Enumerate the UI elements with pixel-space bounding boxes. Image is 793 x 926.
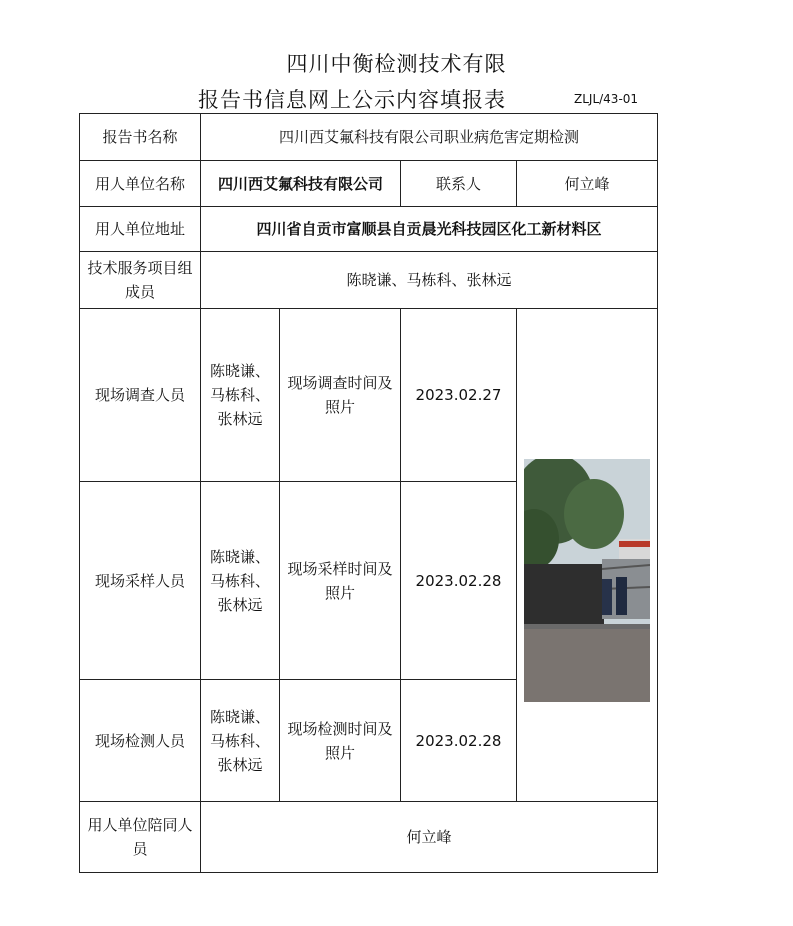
- report-name-row: [80, 114, 658, 161]
- escort-value: 何立峰: [201, 802, 658, 873]
- site-photo-cell: [517, 309, 658, 802]
- survey-time-label: 现场调查时间及照片: [280, 309, 401, 482]
- form-title: 报告书信息网上公示内容填报表: [198, 88, 506, 112]
- survey-row: [80, 309, 658, 482]
- testing-label: 现场检测人员: [80, 680, 201, 802]
- sampling-staff: 陈晓谦、马栋科、张林远: [201, 482, 280, 680]
- sampling-label: 现场采样人员: [80, 482, 201, 680]
- contact-label: 联系人: [401, 161, 517, 207]
- survey-staff: 陈晓谦、马栋科、张林远: [201, 309, 280, 482]
- site-photo: [524, 459, 650, 702]
- team-row: [80, 252, 658, 309]
- address-value: 四川省自贡市富顺县自贡晨光科技园区化工新材料区: [201, 207, 658, 252]
- testing-time-label: 现场检测时间及照片: [280, 680, 401, 802]
- company-title: 四川中衡检测技术有限: [286, 52, 507, 76]
- address-label: 用人单位地址: [80, 207, 201, 252]
- team-value: 陈晓谦、马栋科、张林远: [201, 252, 658, 309]
- testing-date: 2023.02.28: [401, 680, 517, 802]
- sampling-date: 2023.02.28: [401, 482, 517, 680]
- address-row: [80, 207, 658, 252]
- report-name-value: 四川西艾氟科技有限公司职业病危害定期检测: [201, 114, 658, 161]
- testing-staff: 陈晓谦、马栋科、张林远: [201, 680, 280, 802]
- escort-label: 用人单位陪同人员: [80, 802, 201, 873]
- survey-date: 2023.02.27: [401, 309, 517, 482]
- employer-label: 用人单位名称: [80, 161, 201, 207]
- form-code: ZLJL/43-01: [574, 92, 639, 106]
- employer-row: [80, 161, 658, 207]
- sampling-time-label: 现场采样时间及照片: [280, 482, 401, 680]
- team-label: 技术服务项目组成员: [80, 252, 201, 309]
- disclosure-form-table: [79, 113, 658, 873]
- employer-value: 四川西艾氟科技有限公司: [201, 161, 401, 207]
- escort-row: [80, 802, 658, 873]
- site-photo-image: [524, 459, 650, 702]
- contact-value: 何立峰: [517, 161, 658, 207]
- report-name-label: 报告书名称: [80, 114, 201, 161]
- survey-label: 现场调查人员: [80, 309, 201, 482]
